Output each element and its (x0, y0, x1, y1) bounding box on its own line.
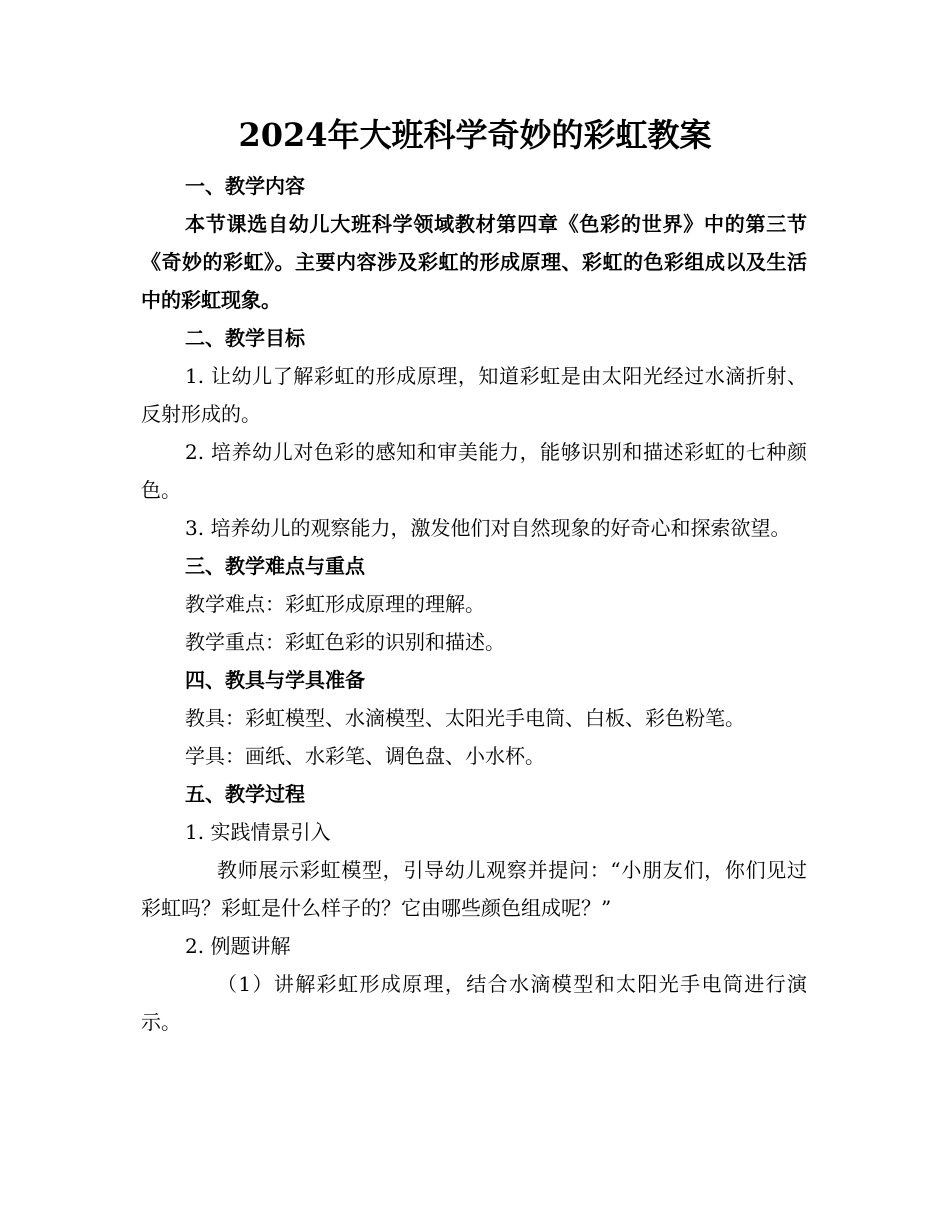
process-step-1-title: 1. 实践情景引入 (185, 820, 331, 844)
teaching-aids-line: 教具：彩虹模型、水滴模型、太阳光手电筒、白板、彩色粉笔。 (185, 706, 745, 730)
section-heading-difficulty: 三、教学难点与重点 (185, 554, 365, 578)
document-body (141, 167, 807, 1041)
learning-aids-line: 学具：画纸、水彩笔、调色盘、小水杯。 (185, 744, 545, 768)
document-title: 2024年大班科学奇妙的彩虹教案 (238, 116, 712, 154)
objective-item-1: 1. 让幼儿了解彩虹的形成原理，知道彩虹是由太阳光经过水滴折射、反射形成的。 (141, 364, 807, 426)
section-heading-materials: 四、教具与学具准备 (185, 668, 365, 692)
section-heading-process: 五、教学过程 (185, 782, 305, 806)
content-paragraph: 本节课选自幼儿大班科学领域教材第四章《色彩的世界》中的第三节《奇妙的彩虹》。主要内容涉及彩虹的形成原理、彩虹的色彩组成以及生活中的彩虹现象。 (141, 212, 807, 312)
objective-item-3: 3. 培养幼儿的观察能力，激发他们对自然现象的好奇心和探索欲望。 (185, 516, 791, 540)
section-heading-content: 一、教学内容 (185, 174, 305, 198)
difficulty-line: 教学难点：彩虹形成原理的理解。 (185, 592, 485, 616)
objective-item-2: 2. 培养幼儿对色彩的感知和审美能力，能够识别和描述彩虹的七种颜色。 (141, 440, 807, 502)
process-step-2-title: 2. 例题讲解 (185, 934, 291, 958)
process-step-1-body: 教师展示彩虹模型，引导幼儿观察并提问：“小朋友们，你们见过彩虹吗？彩虹是什么样子的？它由哪些颜色组成呢？” (141, 858, 807, 920)
process-step-2-body: （1）讲解彩虹形成原理，结合水滴模型和太阳光手电筒进行演示。 (141, 972, 807, 1034)
section-heading-objectives: 二、教学目标 (185, 326, 305, 350)
focus-line: 教学重点：彩虹色彩的识别和描述。 (185, 630, 505, 654)
